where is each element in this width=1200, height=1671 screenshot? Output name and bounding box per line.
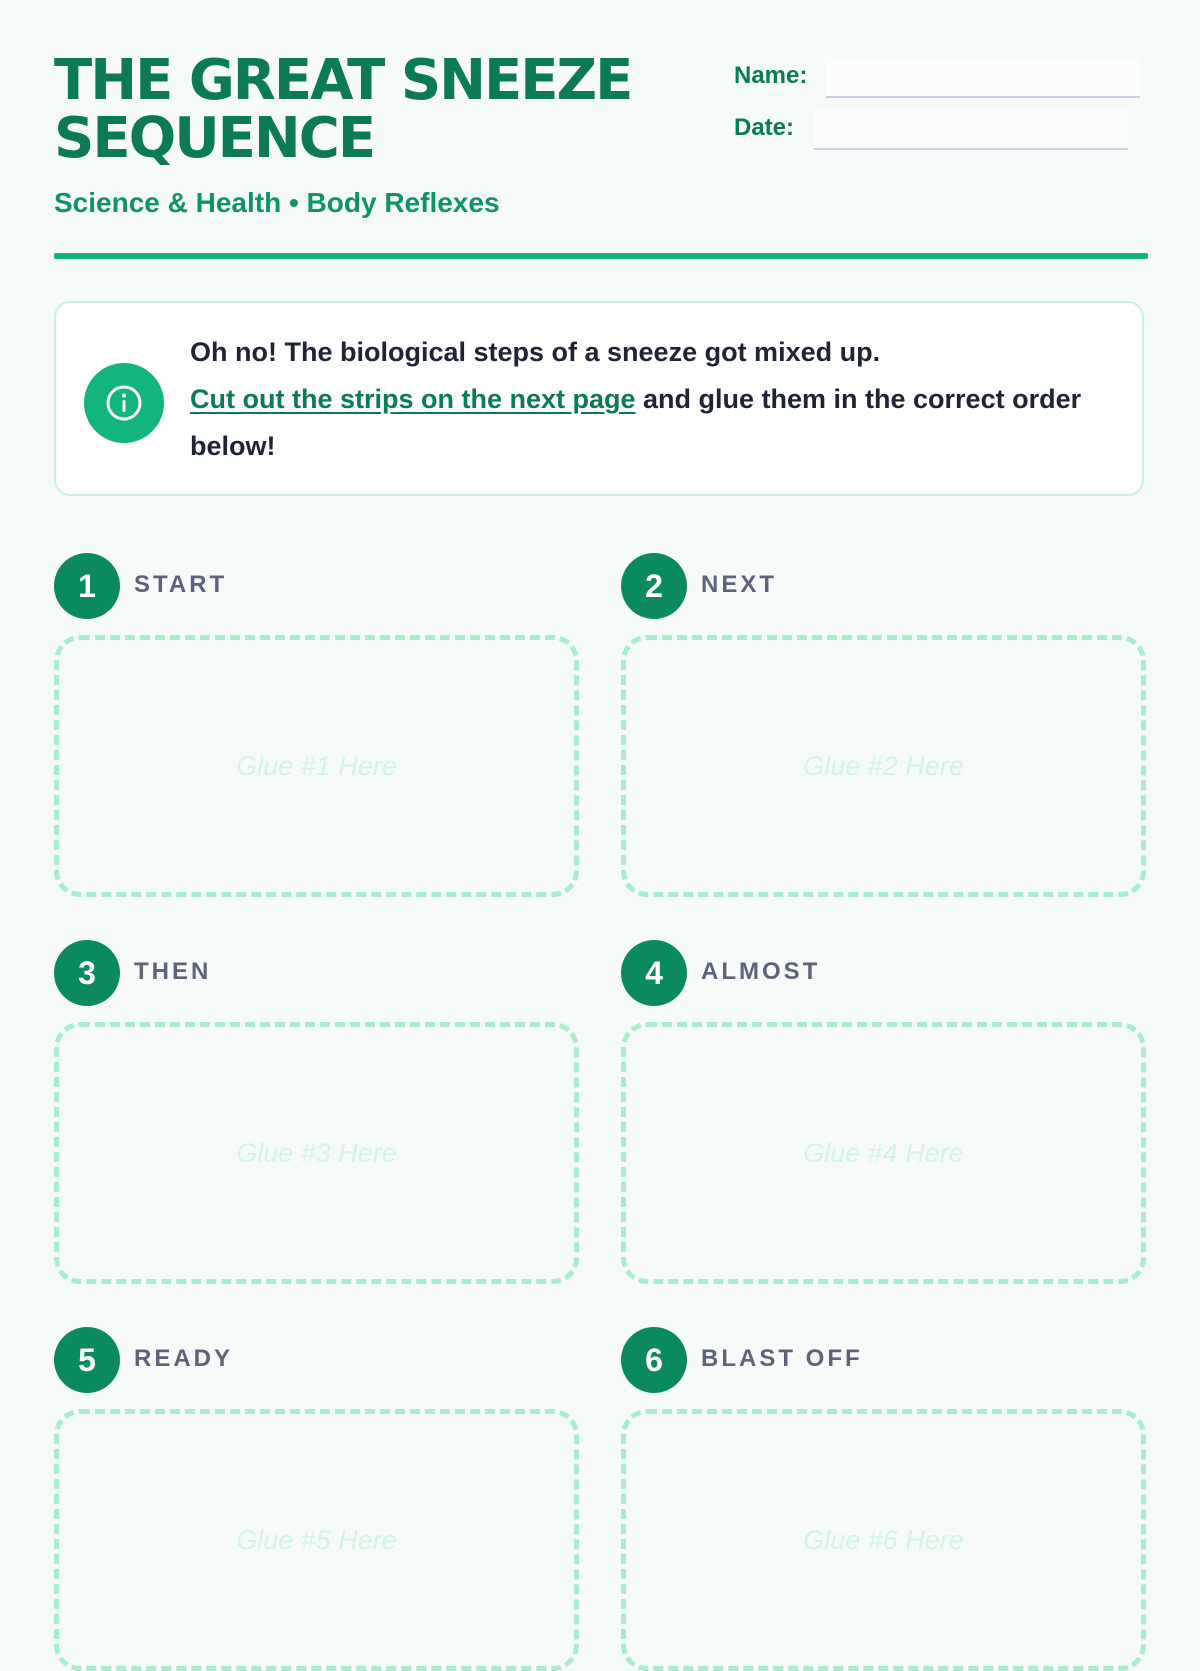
step-number-badge: 2 — [621, 553, 687, 619]
glue-area[interactable] — [621, 635, 1146, 897]
step-label: ALMOST — [701, 958, 821, 985]
page-title — [54, 48, 694, 171]
step-header — [54, 1327, 579, 1393]
instructions-box — [54, 301, 1144, 496]
step-header — [621, 940, 1146, 1006]
glue-placeholder: Glue #2 Here — [803, 750, 964, 781]
step-label: READY — [134, 1345, 234, 1372]
step-number-badge: 4 — [621, 940, 687, 1006]
title-line-2: SEQUENCE — [54, 106, 375, 171]
name-label: Name: — [734, 62, 808, 89]
step-label: BLAST OFF — [701, 1345, 863, 1372]
instructions-line-1: Oh no! The biological steps of a sneeze got mixed up. — [190, 337, 881, 367]
step-header — [621, 1327, 1146, 1393]
step-number-badge: 3 — [54, 940, 120, 1006]
header-divider — [54, 253, 1148, 259]
glue-placeholder: Glue #5 Here — [236, 1524, 397, 1555]
worksheet-header — [54, 48, 1148, 228]
step-label: NEXT — [701, 571, 778, 598]
next-page-link[interactable]: Cut out the strips on the next page — [190, 384, 636, 414]
glue-area[interactable] — [54, 1022, 579, 1284]
title-line-1: THE GREAT SNEEZE — [54, 48, 632, 113]
subtitle: Science & Health • Body Reflexes — [54, 187, 500, 218]
glue-placeholder: Glue #3 Here — [236, 1137, 397, 1168]
name-field[interactable] — [826, 58, 1140, 98]
step-label: START — [134, 571, 228, 598]
step-label: THEN — [134, 958, 212, 985]
glue-area[interactable] — [54, 635, 579, 897]
step-header — [54, 940, 579, 1006]
date-label: Date: — [734, 114, 795, 141]
glue-area[interactable] — [621, 1022, 1146, 1284]
step-number-badge: 1 — [54, 553, 120, 619]
glue-placeholder: Glue #6 Here — [803, 1524, 964, 1555]
glue-placeholder: Glue #1 Here — [236, 750, 397, 781]
step-header — [54, 553, 579, 619]
glue-placeholder: Glue #4 Here — [803, 1137, 964, 1168]
worksheet-page — [54, 0, 1148, 1600]
glue-area[interactable] — [621, 1409, 1146, 1671]
instructions-text — [190, 329, 1110, 470]
step-number-badge: 6 — [621, 1327, 687, 1393]
instructions-line-2 — [190, 376, 1110, 470]
step-header — [621, 553, 1146, 619]
step-number-badge: 5 — [54, 1327, 120, 1393]
info-icon — [84, 363, 164, 443]
date-field[interactable] — [814, 110, 1128, 150]
instructions-line-2-rest: and glue them in the correct order below! — [190, 384, 1082, 461]
glue-area[interactable] — [54, 1409, 579, 1671]
